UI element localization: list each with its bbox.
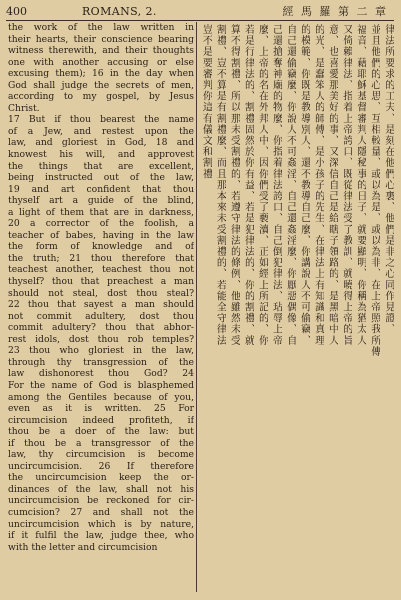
chinese-text-line: 意、也喜愛那美好的事、又深信自己是給瞎子領路的、是黑暗中人 bbox=[326, 24, 338, 346]
chinese-text-line: 算不得割禮、所以那未受割禮的、若遵守律法的條例、他雖然未受 bbox=[228, 24, 240, 346]
english-line: of a Jew, and restest upon the bbox=[8, 125, 194, 137]
english-line: the form of knowledge and of bbox=[8, 241, 194, 253]
chinese-text-line: 的光、是蠢笨人的師傅、是小孩子的先生、在律法上有知識和真理 bbox=[312, 24, 324, 346]
english-line: the work of the law written in bbox=[8, 22, 194, 33]
english-line: a light of them that are in darkness, bbox=[8, 206, 194, 218]
chinese-text-line: 自己還偷竊麼、你說人不可姦淫、自己還姦淫麼、你厭惡偶像、自 bbox=[284, 24, 296, 346]
english-line: Christ. bbox=[8, 102, 40, 114]
english-line: teachest another, teachest thou not bbox=[8, 264, 194, 276]
english-line: cumcision? 27 and shall not the bbox=[8, 506, 194, 518]
chinese-text-line: 割禮、豈不算是有割禮麼、而且那本來未受割禮的、若能全守律法 bbox=[214, 24, 226, 346]
english-line: witness therewith, and their thoughts bbox=[8, 45, 194, 57]
english-line: through thy transgression of the bbox=[8, 356, 194, 368]
running-title: ROMANS, 2. bbox=[82, 5, 157, 18]
english-line: the uncircumcision keep the or- bbox=[8, 472, 194, 484]
english-line: law, and gloriest in God, 18 and bbox=[8, 137, 194, 149]
chinese-text-line: 己還搶奪神廟的物麼、你指着律法誇口、自己倒犯律法、玷辱上帝 bbox=[270, 24, 282, 346]
english-line: teacher of babes, having in the law bbox=[8, 229, 194, 241]
english-line: commit adultery? thou that abhor- bbox=[8, 322, 194, 334]
english-line: if it fulfil the law, judge thee, who bbox=[8, 530, 194, 542]
english-line: the truth; 21 thou therefore that bbox=[8, 252, 194, 264]
english-line: circumcision indeed profiteth, if bbox=[8, 414, 194, 426]
english-line: not commit adultery, dost thou bbox=[8, 310, 194, 322]
english-line: rest idols, dost thou rob temples? bbox=[8, 333, 194, 345]
chinese-text-line: 並且他們的心思、互相較量、或以為是、或以為非、在上帝照我所傳 bbox=[368, 24, 380, 357]
chinese-text-line: 又倚賴律法、指着上帝誇口、既從律法受了教訓、就曉得上帝的旨 bbox=[340, 24, 352, 346]
english-line: even as it is written. 25 For bbox=[8, 403, 194, 415]
english-line: knowest his will, and approvest bbox=[8, 149, 194, 161]
column-divider bbox=[196, 22, 197, 592]
english-line: 20 a corrector of the foolish, a bbox=[8, 218, 194, 230]
english-line: God shall judge the secrets of men, bbox=[8, 79, 194, 91]
english-line: one with another accusing or else bbox=[8, 56, 194, 68]
chinese-text-line: 豈不是要審判你這有儀文和割禮 bbox=[200, 24, 212, 180]
english-line: should not steal, dost thou steal? bbox=[8, 287, 194, 299]
english-line: the things that are excellent, bbox=[8, 160, 194, 172]
english-line: being instructed out of the law, bbox=[8, 172, 194, 184]
header-rule bbox=[6, 20, 394, 21]
english-line: 17 But if thou bearest the name bbox=[8, 114, 194, 126]
english-line: dinances of the law, shall not his bbox=[8, 483, 194, 495]
english-line: among the Gentiles because of you, bbox=[8, 391, 194, 403]
chinese-text-line: 律法所要求的工夫、是刻在他們心裏、他們是非之心同作見證、 bbox=[382, 24, 394, 335]
english-line: uncircumcision which is by nature, bbox=[8, 518, 194, 530]
chinese-text-line: 的模範、你既是教導別人、還不教導自己麼、你講說人不可偷竊、 bbox=[298, 24, 310, 346]
chinese-text-column bbox=[200, 24, 394, 590]
english-line: with the letter and circumcision bbox=[8, 541, 158, 553]
english-line: 23 thou who gloriest in the law, bbox=[8, 345, 194, 357]
english-line: excusing them); 16 in the day when bbox=[8, 68, 194, 80]
page-header bbox=[6, 4, 396, 20]
english-line: according to my gospel, by Jesus bbox=[8, 91, 194, 103]
chinese-text-line: 麼、上帝的名在外邦人中、因你們受了褻瀆、正如經上所記的、你 bbox=[256, 24, 268, 346]
page-number: 400 bbox=[6, 5, 27, 18]
english-line: law dishonorest thou God? 24 bbox=[8, 368, 194, 380]
english-text-column bbox=[8, 22, 194, 592]
english-line: uncircumcision. 26 If therefore bbox=[8, 460, 194, 472]
english-line: law, thy circumcision is become bbox=[8, 449, 194, 461]
english-line: For the name of God is blasphemed bbox=[8, 379, 194, 391]
english-line: if thou be a transgressor of the bbox=[8, 437, 194, 449]
chinese-text-line: 福音、藉耶穌基督審判人隱秘事的日子、就要顯明、你稱為猶太人 bbox=[354, 24, 366, 346]
english-line: their hearts, their conscience bearing bbox=[8, 33, 194, 45]
chinese-running-title: 經 馬 羅 第 二 章 bbox=[282, 5, 388, 18]
english-line: 19 and art confident that thou bbox=[8, 183, 194, 195]
english-line: thyself art a guide of the blind, bbox=[8, 195, 194, 207]
english-line: thou be a doer of the law: but bbox=[8, 426, 194, 438]
chinese-text-line: 若是行律法的、割禮固然於你有益、若是犯律法的、你的割禮、就 bbox=[242, 24, 254, 346]
english-line: 22 thou that sayest a man should bbox=[8, 299, 194, 311]
english-line: thyself? thou that preachest a man bbox=[8, 276, 194, 288]
english-line: uncircumcision be reckoned for cir- bbox=[8, 495, 194, 507]
